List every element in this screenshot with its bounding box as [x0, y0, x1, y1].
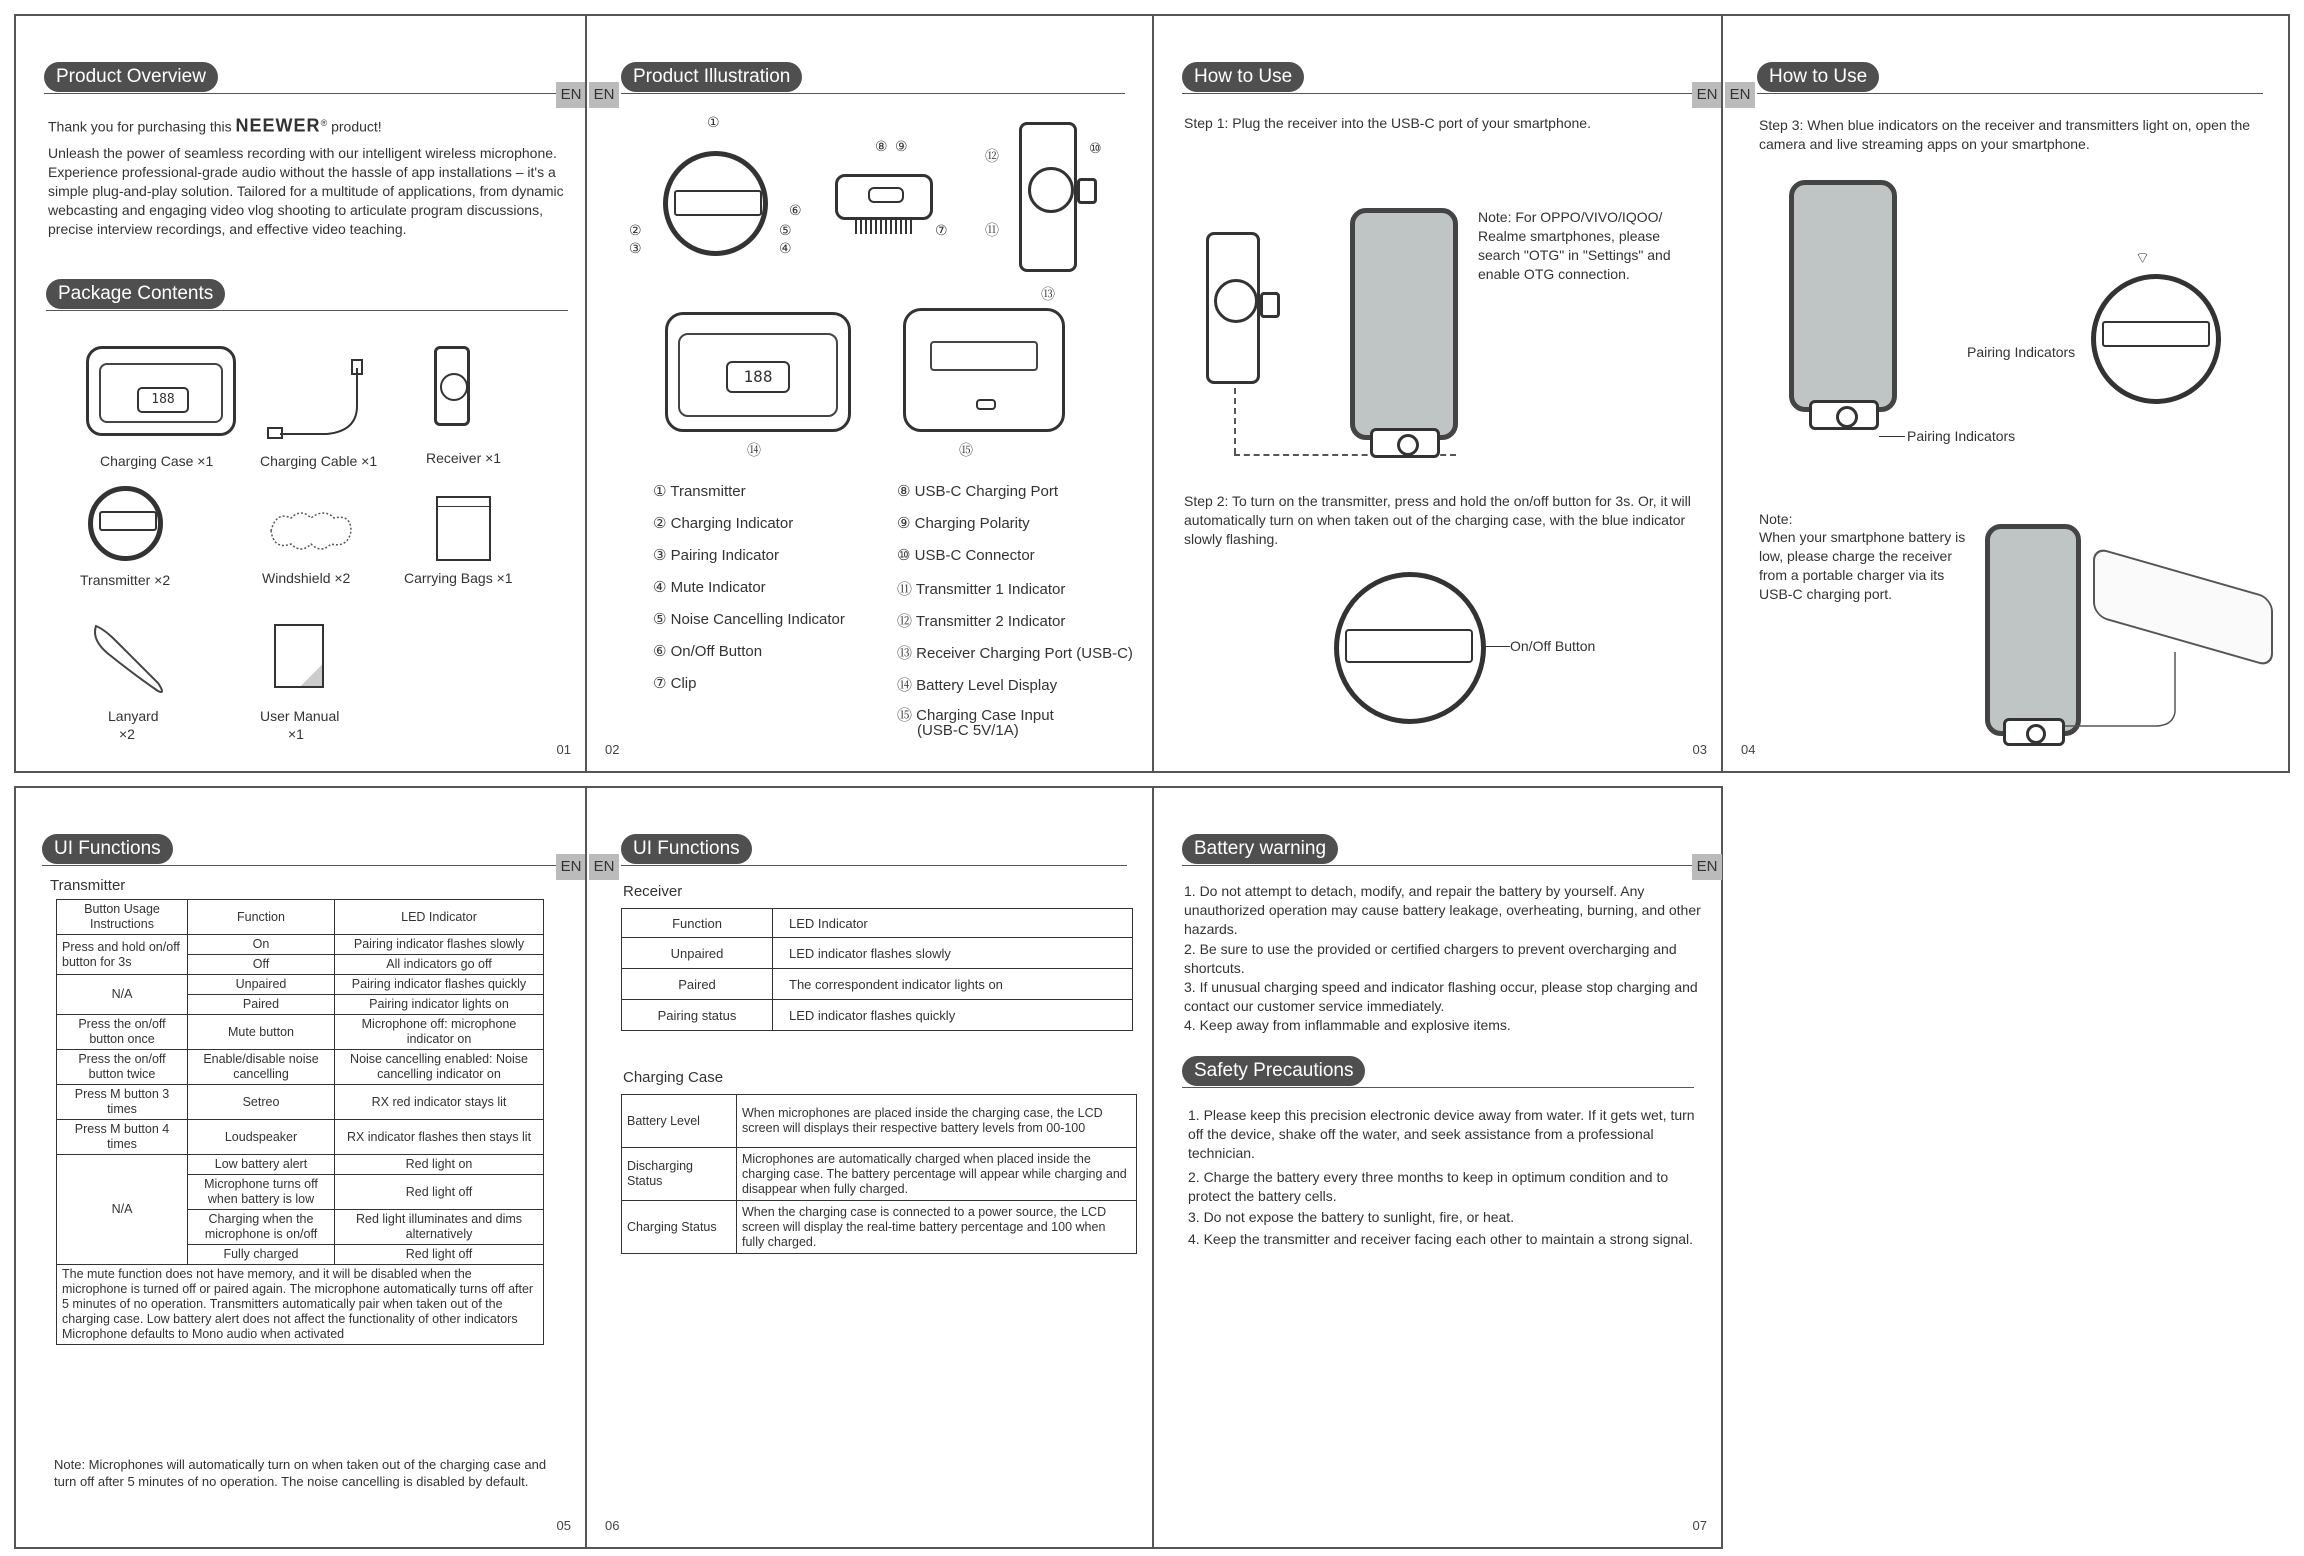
header-function: Function [188, 900, 335, 935]
carrying-bag-image [436, 496, 491, 561]
legend-usb-c-connector: ⑩ USB-C Connector [897, 547, 1035, 564]
item-lanyard: Lanyard [108, 708, 159, 724]
divider [621, 93, 1125, 94]
section-title: Product Illustration [621, 62, 802, 92]
insert-guide-line [1234, 388, 1238, 454]
legend-mute-indicator: ④ Mute Indicator [653, 579, 766, 596]
legend-charging-polarity: ⑨ Charging Polarity [897, 515, 1030, 532]
table-cell: Off [188, 955, 335, 975]
step-2: Step 2: To turn on the transmitter, press and hold the on/off button for 3s. Or, it will automatically turn on when taken out of the charging case, with the blue indicator slowly flashing. [1184, 493, 1691, 547]
section-title: How to Use [1757, 62, 1879, 92]
callout-10: ⑩ [1089, 140, 1102, 156]
intro-paragraph: Unleash the power of seamless recording with our intelligent wireless microphone. Experience professional-grade audio without the hassle of app installations – it's a simple plug-and-play solution. Tailored for a multitude of applications, from dynamic webcasting and engaging video vlog shooting to articulate program discussions, precise interview recordings, and effective video teaching. [48, 145, 564, 237]
section-title: UI Functions [42, 834, 173, 864]
callout-15: ⑮ [959, 442, 973, 458]
case-display: 188 [726, 361, 790, 393]
legend-usb-c-port: ⑧ USB-C Charging Port [897, 483, 1059, 500]
header-led: LED Indicator [773, 909, 1133, 938]
table-cell: All indicators go off [335, 955, 544, 975]
table-cell: Low battery alert [188, 1155, 335, 1175]
callout-11: ⑪ [985, 222, 999, 238]
table-cell: Press the on/off button once [57, 1015, 188, 1050]
page-3 [1152, 14, 1723, 773]
table-subtitle: Transmitter [50, 877, 126, 894]
legend-case-input-spec: (USB-C 5V/1A) [917, 722, 1019, 739]
table-cell: RX indicator flashes then stays lit [335, 1120, 544, 1155]
onoff-pointer [1484, 646, 1510, 647]
section-title: How to Use [1182, 62, 1304, 92]
transmitter-illustration [663, 151, 768, 256]
receiver-title: Receiver [623, 883, 683, 900]
table-cell: Noise cancelling enabled: Noise cancelling indicator on [335, 1050, 544, 1085]
brand-logo: NEEWER [235, 115, 321, 136]
lang-badge: EN [1692, 82, 1722, 108]
page-4 [1721, 14, 2290, 773]
item-user-manual-qty: ×1 [288, 726, 304, 742]
callout-6: ⑥ [789, 202, 802, 218]
pairing-pointer [1879, 436, 1905, 437]
low-battery-note: When your smartphone battery is low, please charge the receiver from a portable charger via its USB-C charging port. [1759, 529, 1966, 602]
page-number: 07 [1692, 1518, 1707, 1533]
lang-badge: EN [589, 854, 619, 880]
legend-receiver-port: ⑬ Receiver Charging Port (USB-C) [897, 645, 1133, 662]
battery-warning-4: 4. Keep away from inflammable and explosive items. [1184, 1017, 1511, 1033]
case-front-illustration [665, 312, 851, 432]
legend-battery-display: ⑭ Battery Level Display [897, 677, 1058, 694]
charging-case-image [86, 346, 236, 436]
legend-tx2-indicator: ⑫ Transmitter 2 Indicator [897, 613, 1066, 630]
page-number: 05 [556, 1518, 571, 1533]
pairing-label-receiver: Pairing Indicators [1907, 428, 2016, 444]
header-usage: Button Usage Instructions [57, 900, 188, 935]
table-cell: Red light illuminates and dims alternatively [335, 1210, 544, 1245]
table-cell: Unpaired [622, 938, 773, 969]
table-cell: N/A [57, 1155, 188, 1265]
table-cell: LED indicator flashes slowly [773, 938, 1133, 969]
transmitter-image [88, 486, 163, 561]
table-cell: Pairing status [622, 1000, 773, 1031]
clip-base [855, 220, 913, 234]
lang-badge: EN [1692, 854, 1722, 880]
table-cell: Battery Level [622, 1095, 737, 1148]
user-manual-image [274, 624, 324, 688]
table-cell: Press M button 3 times [57, 1085, 188, 1120]
safety-1: 1. Please keep this precision electronic device away from water. If it gets wet, turn off the device, shake off the water, and seek assistance from a professional technician. [1188, 1107, 1695, 1161]
table-cell: RX red indicator stays lit [335, 1085, 544, 1120]
section-title: UI Functions [621, 834, 752, 864]
item-carrying-bags: Carrying Bags ×1 [404, 570, 513, 586]
table-cell: Charging when the microphone is on/off [188, 1210, 335, 1245]
transmitter-table [56, 899, 544, 1345]
safety-title: Safety Precautions [1182, 1056, 1365, 1086]
reg-mark: ® [320, 118, 328, 128]
legend-charging-indicator: ② Charging Indicator [653, 515, 794, 532]
charging-case-table [621, 1094, 1137, 1254]
table-cell: Mute button [188, 1015, 335, 1050]
table-cell: On [188, 935, 335, 955]
table-cell: Microphones are automatically charged when placed inside the charging case. The battery percentage will appear while charging and disappear when fully charged. [737, 1148, 1137, 1201]
page-1 [14, 14, 587, 773]
lang-badge: EN [556, 854, 586, 880]
item-receiver: Receiver ×1 [426, 450, 502, 466]
page-number: 02 [605, 742, 620, 757]
legend-pairing-indicator: ③ Pairing Indicator [653, 547, 780, 564]
legend-noise-indicator: ⑤ Noise Cancelling Indicator [653, 611, 845, 628]
item-charging-case: Charging Case ×1 [100, 453, 214, 469]
legend-case-input: ⑮ Charging Case Input [897, 707, 1054, 724]
table-cell: Pairing indicator flashes slowly [335, 935, 544, 955]
receiver-plugged [2003, 718, 2065, 746]
table-cell: Loudspeaker [188, 1120, 335, 1155]
page-5 [14, 786, 587, 1549]
table-cell: Microphone turns off when battery is low [188, 1175, 335, 1210]
item-transmitter: Transmitter ×2 [80, 572, 171, 588]
safety-2: 2. Charge the battery every three months to keep in optimum condition and to protect the battery cells. [1188, 1169, 1669, 1204]
table-cell: When the charging case is connected to a power source, the LCD screen will display the real-time battery percentage and 100 when fully charged. [737, 1201, 1137, 1254]
callout-13: ⑬ [1041, 286, 1055, 302]
item-user-manual: User Manual [260, 708, 340, 724]
callout-8: ⑧ [875, 138, 888, 154]
table-cell: Paired [188, 995, 335, 1015]
table-cell: Pairing indicator flashes quickly [335, 975, 544, 995]
page-number: 03 [1692, 742, 1707, 757]
page-number: 04 [1741, 742, 1756, 757]
usb-c-connector [1077, 178, 1097, 204]
pairing-label-transmitter: Pairing Indicators [1967, 344, 2076, 360]
page-6 [585, 786, 1154, 1549]
callout-3: ③ [629, 240, 642, 256]
package-title: Package Contents [46, 279, 225, 309]
section-title: Product Overview [44, 62, 218, 92]
header-led: LED Indicator [335, 900, 544, 935]
lanyard-image [86, 621, 176, 701]
table-cell: Press M button 4 times [57, 1120, 188, 1155]
legend-transmitter: ① Transmitter [653, 483, 746, 500]
table-cell: When microphones are placed inside the charging case, the LCD screen will displays their respective battery levels from 00-100 [737, 1095, 1137, 1148]
receiver-table [621, 908, 1133, 1031]
receiver-plugged [1370, 428, 1440, 458]
note-title: Note: [1759, 511, 1793, 527]
page-7 [1152, 786, 1723, 1549]
case-back-illustration [903, 308, 1065, 432]
table-cell: Charging Status [622, 1201, 737, 1254]
table-cell: Pairing indicator lights on [335, 995, 544, 1015]
receiver-image [434, 346, 470, 426]
callout-7: ⑦ [935, 222, 948, 238]
battery-warning-1: 1. Do not attempt to detach, modify, and repair the battery by yourself. Any unauthorized operation may cause battery leakage, overheating, burning, and other hazards. [1184, 883, 1701, 937]
divider [621, 865, 1127, 866]
case-title: Charging Case [623, 1069, 724, 1086]
table-cell: The correspondent indicator lights on [773, 969, 1133, 1000]
table-cell: Unpaired [188, 975, 335, 995]
page-number: 01 [556, 742, 571, 757]
table-cell: Red light off [335, 1245, 544, 1265]
safety-4: 4. Keep the transmitter and receiver facing each other to maintain a strong signal. [1188, 1231, 1694, 1247]
callout-14: ⑭ [747, 442, 761, 458]
battery-warning-2: 2. Be sure to use the provided or certified chargers to prevent overcharging and shortcuts. [1184, 941, 1677, 976]
thanks-post: product! [331, 118, 382, 135]
battery-warning-3: 3. If unusual charging speed and indicator flashing occur, please stop charging and contact our customer service immediately. [1184, 979, 1698, 1014]
divider [1182, 1087, 1694, 1088]
legend-clip: ⑦ Clip [653, 675, 697, 692]
charging-cable [2065, 652, 2185, 732]
transmitter-clip-illustration [835, 174, 933, 220]
item-windshield: Windshield ×2 [262, 570, 351, 586]
table-cell: Microphone off: microphone indicator on [335, 1015, 544, 1050]
item-lanyard-qty: ×2 [119, 726, 135, 742]
divider [46, 310, 568, 311]
divider [44, 93, 568, 94]
power-bank-illustration [2093, 546, 2273, 668]
callout-1: ① [707, 114, 720, 130]
table-notes: The mute function does not have memory, and it will be disabled when the microphone is turned off or paired again. The microphone automatically turns off after 5 minutes of no operation. Transmitters automatically pair when taken out of the charging case. Low battery alert does not affect the functionality of other indicators Microphone defaults to Mono audio when activated [57, 1265, 544, 1345]
step-1: Step 1: Plug the receiver into the USB-C port of your smartphone. [1184, 115, 1591, 131]
table-cell: Red light off [335, 1175, 544, 1210]
receiver-illustration [1206, 232, 1260, 384]
table-cell: Discharging Status [622, 1148, 737, 1201]
section-title: Battery warning [1182, 834, 1338, 864]
table-cell: Setreo [188, 1085, 335, 1120]
windshield-image [266, 506, 356, 556]
divider [1182, 93, 1694, 94]
legend-onoff-button: ⑥ On/Off Button [653, 643, 763, 660]
table-cell: Press and hold on/off button for 3s [57, 935, 188, 975]
divider [1757, 93, 2263, 94]
table-cell: Red light on [335, 1155, 544, 1175]
charging-cable-image [262, 356, 372, 446]
transmitter-illustration [1334, 572, 1486, 724]
receiver-illustration [1019, 122, 1077, 272]
page-2 [585, 14, 1154, 773]
callout-12: ⑫ [985, 148, 999, 164]
thanks-pre: Thank you for purchasing this [48, 118, 232, 135]
transmitter-illustration [2091, 274, 2221, 404]
lang-badge: EN [589, 82, 619, 108]
item-charging-cable: Charging Cable ×1 [260, 453, 378, 469]
thanks-line [48, 114, 568, 137]
callout-9: ⑨ [895, 138, 908, 154]
divider [1182, 865, 1694, 866]
lang-badge: EN [556, 82, 586, 108]
table-cell: N/A [57, 975, 188, 1015]
wifi-icon: ⌔ [2135, 250, 2151, 267]
callout-4: ④ [779, 240, 792, 256]
page-number: 06 [605, 1518, 620, 1533]
smartphone-illustration [1350, 208, 1458, 440]
receiver-usb-c [1260, 292, 1280, 318]
safety-3: 3. Do not expose the battery to sunlight, fire, or heat. [1188, 1209, 1515, 1225]
table-cell: LED indicator flashes quickly [773, 1000, 1133, 1031]
callout-5: ⑤ [779, 222, 792, 238]
legend-tx1-indicator: ⑪ Transmitter 1 Indicator [897, 581, 1066, 598]
onoff-label: On/Off Button [1510, 638, 1596, 654]
smartphone-illustration [1789, 180, 1897, 412]
case-display: 188 [137, 387, 189, 413]
footnote: Note: Microphones will automatically turn on when taken out of the charging case and turn off after 5 minutes of no operation. The noise cancelling is disabled by default. [54, 1457, 547, 1489]
step-3: Step 3: When blue indicators on the receiver and transmitters light on, open the camera and live streaming apps on your smartphone. [1759, 117, 2251, 152]
receiver-plugged [1809, 400, 1879, 430]
table-cell: Press the on/off button twice [57, 1050, 188, 1085]
callout-2: ② [629, 222, 642, 238]
table-cell: Enable/disable noise cancelling [188, 1050, 335, 1085]
lang-badge: EN [1725, 82, 1755, 108]
header-function: Function [622, 909, 773, 938]
table-cell: Paired [622, 969, 773, 1000]
otg-note: Note: For OPPO/VIVO/IQOO/ Realme smartphones, please search "OTG" in "Settings" and enable OTG connection. [1478, 209, 1671, 282]
divider [42, 865, 568, 866]
table-cell: Fully charged [188, 1245, 335, 1265]
